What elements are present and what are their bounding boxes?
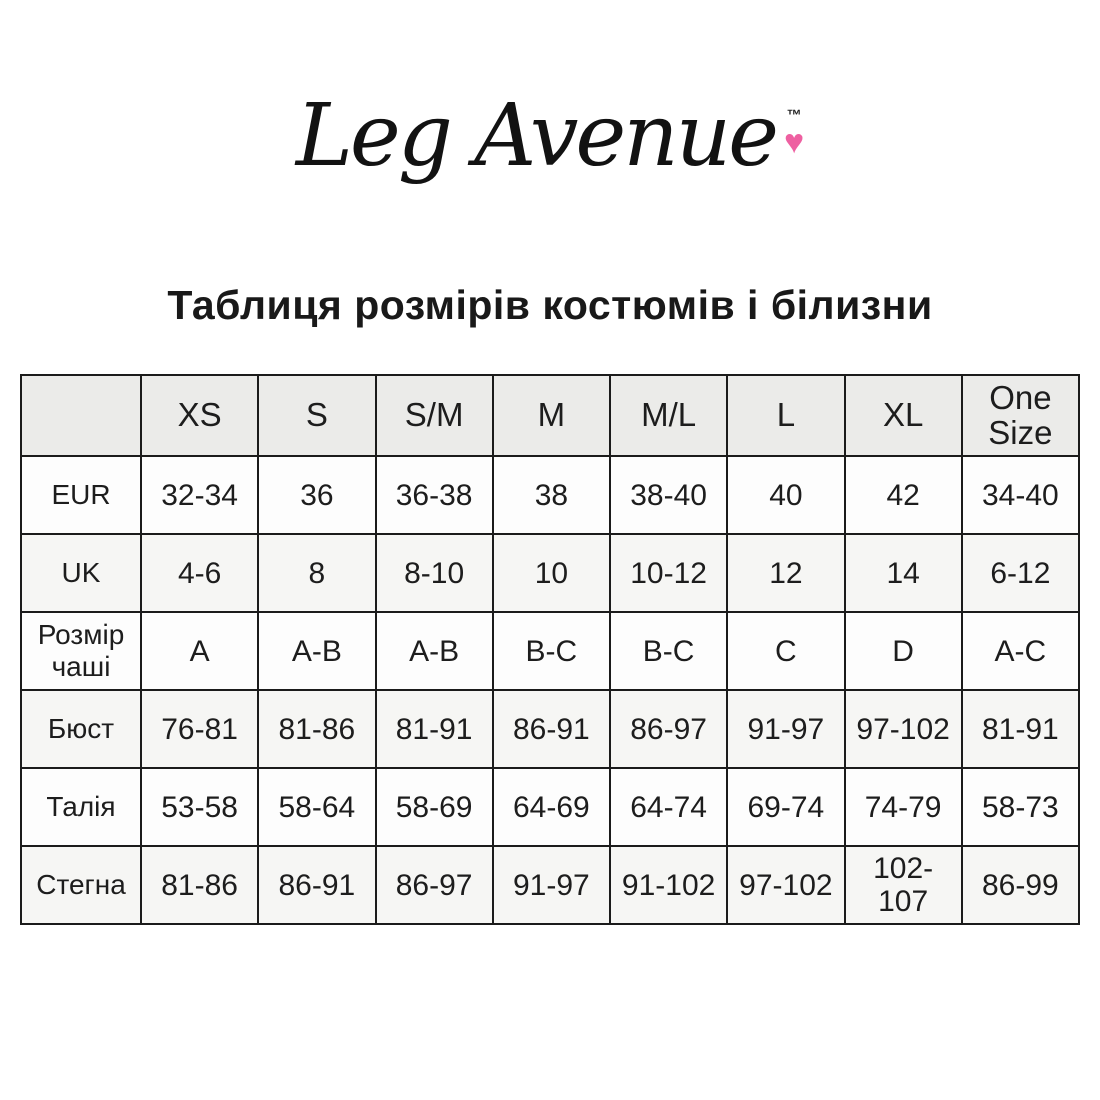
table-cell: 86-97 (610, 690, 727, 768)
table-cell: 42 (845, 456, 962, 534)
table-cell: B-C (493, 612, 610, 690)
table-cell: 91-97 (493, 846, 610, 924)
page-title: Таблиця розмірів костюмів і білизни (167, 282, 933, 328)
table-cell: 10-12 (610, 534, 727, 612)
table-cell: 10 (493, 534, 610, 612)
table-cell: 97-102 (727, 846, 844, 924)
table-cell: 12 (727, 534, 844, 612)
brand-logo (0, 0, 1100, 220)
table-cell: 81-91 (962, 690, 1079, 768)
trademark-symbol: ™ (786, 106, 802, 124)
table-cell: 64-74 (610, 768, 727, 846)
table-cell: 86-91 (493, 690, 610, 768)
table-cell: 69-74 (727, 768, 844, 846)
table-cell: 102-107 (845, 846, 962, 924)
table-cell: 36 (258, 456, 375, 534)
table-cell: 86-91 (258, 846, 375, 924)
table-cell: 91-102 (610, 846, 727, 924)
table-cell: B-C (610, 612, 727, 690)
table-cell: 81-86 (141, 846, 258, 924)
size-table-head (21, 375, 1079, 456)
table-row (21, 612, 1079, 690)
header-cell: S (258, 375, 375, 456)
table-cell: 86-97 (376, 846, 493, 924)
table-row (21, 690, 1079, 768)
table-cell: A (141, 612, 258, 690)
header-cell: XL (845, 375, 962, 456)
brand-logo-mark (784, 108, 804, 159)
row-label: EUR (21, 456, 141, 534)
table-cell: 58-64 (258, 768, 375, 846)
heart-icon: ♥ (783, 122, 805, 161)
table-cell: 58-69 (376, 768, 493, 846)
header-cell: L (727, 375, 844, 456)
table-cell: D (845, 612, 962, 690)
size-table-body (21, 456, 1079, 924)
row-label: Стегна (21, 846, 141, 924)
table-cell: 81-86 (258, 690, 375, 768)
table-cell: 32-34 (141, 456, 258, 534)
corner-cell (21, 375, 141, 456)
table-row (21, 846, 1079, 924)
header-cell: XS (141, 375, 258, 456)
header-cell: S/M (376, 375, 493, 456)
brand-logo-text: Leg Avenue (295, 86, 776, 186)
table-cell: 38-40 (610, 456, 727, 534)
row-label: Розмір чаші (21, 612, 141, 690)
row-label: UK (21, 534, 141, 612)
table-cell: A-B (258, 612, 375, 690)
table-cell: A-B (376, 612, 493, 690)
row-label: Бюст (21, 690, 141, 768)
table-cell: 4-6 (141, 534, 258, 612)
table-cell: 81-91 (376, 690, 493, 768)
table-row (21, 768, 1079, 846)
header-cell: M (493, 375, 610, 456)
table-cell: 91-97 (727, 690, 844, 768)
header-cell: One Size (962, 375, 1079, 456)
table-cell: 64-69 (493, 768, 610, 846)
table-cell: 58-73 (962, 768, 1079, 846)
table-cell: 8-10 (376, 534, 493, 612)
table-row (21, 456, 1079, 534)
table-cell: 76-81 (141, 690, 258, 768)
header-row (21, 375, 1079, 456)
table-cell: 34-40 (962, 456, 1079, 534)
table-row (21, 534, 1079, 612)
table-cell: 36-38 (376, 456, 493, 534)
table-cell: 14 (845, 534, 962, 612)
table-cell: 74-79 (845, 768, 962, 846)
table-cell: 38 (493, 456, 610, 534)
size-table (20, 374, 1080, 925)
table-cell: 97-102 (845, 690, 962, 768)
row-label: Талія (21, 768, 141, 846)
table-cell: 6-12 (962, 534, 1079, 612)
table-cell: 53-58 (141, 768, 258, 846)
table-cell: A-C (962, 612, 1079, 690)
table-cell: 8 (258, 534, 375, 612)
table-cell: 86-99 (962, 846, 1079, 924)
table-cell: 40 (727, 456, 844, 534)
header-cell: M/L (610, 375, 727, 456)
table-cell: C (727, 612, 844, 690)
